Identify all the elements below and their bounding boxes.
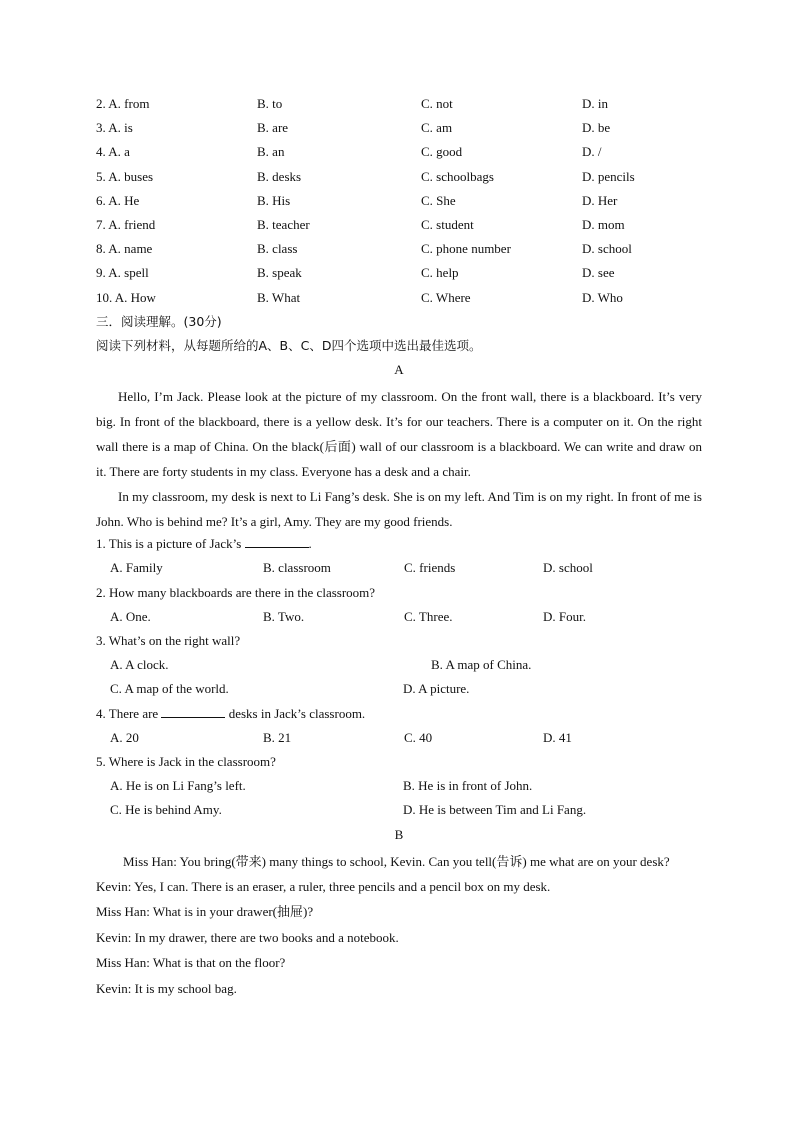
option-c: C. not — [421, 96, 453, 111]
passage-b-dialog — [96, 849, 702, 1002]
option-b: B. an — [257, 144, 285, 160]
option-d: D. school — [582, 241, 632, 257]
answer-option-a: A. He is on Li Fang’s left. — [110, 778, 246, 794]
option-row — [96, 118, 702, 142]
option-d: D. in — [582, 96, 608, 111]
cloze-options — [96, 94, 702, 312]
question-stem: 3. What’s on the right wall? — [96, 633, 241, 648]
passage-a-p1-text: Hello, I’m Jack. Please look at the picture of my classroom. On the front wall, there is a blackboard. It’s very big. In front of the blackboard, there is a yellow desk. It’s for our teachers. There is a computer on it. On the right wall there is a map of China. On the black(后面) wall of our classroom is a blackboard. We can write and draw on it. There are forty students in my class. Everyone has a desk and a chair. — [96, 389, 702, 480]
option-a: 4. A. a — [96, 144, 130, 160]
option-row — [96, 215, 702, 239]
answer-option-a: A. One. — [110, 608, 151, 624]
option-row — [96, 167, 702, 191]
passage-a-label: A — [394, 362, 404, 378]
option-a: 8. A. name — [96, 241, 153, 257]
question-2 — [96, 583, 702, 631]
answer-option-d: D. 41 — [543, 729, 572, 745]
option-d: D. mom — [582, 216, 625, 232]
option-b: B. to — [257, 96, 283, 111]
option-a: 10. A. How — [96, 289, 156, 305]
question-stem: 1. This is a picture of Jack’s . — [96, 536, 312, 552]
answer-option-c: C. He is behind Amy. — [110, 802, 222, 818]
dialog-line: Miss Han: You bring(带来) many things to school, Kevin. Can you tell(告诉) me what are on your desk? — [123, 853, 670, 869]
answer-option-c: C. 40 — [404, 729, 433, 745]
answer-option-c: C. friends — [404, 560, 456, 576]
answer-option-d: D. He is between Tim and Li Fang. — [403, 802, 587, 818]
answer-option-d: D. school — [543, 560, 593, 576]
answer-option-a: A. A clock. — [110, 657, 169, 673]
answer-option-b: B. He is in front of John. — [403, 778, 533, 794]
question-stem: 2. How many blackboards are there in the classroom? — [96, 584, 376, 600]
dialog-line: Kevin: Yes, I can. There is an eraser, a ruler, three pencils and a pencil box on my desk. — [96, 878, 551, 894]
option-b: B. His — [257, 192, 291, 208]
option-a: 7. A. friend — [96, 216, 156, 232]
answer-blank — [245, 535, 309, 548]
answer-option-a: A. Family — [110, 560, 163, 576]
option-b: B. speak — [257, 265, 302, 281]
answer-option-b: B. classroom — [263, 560, 331, 576]
option-b: B. are — [257, 120, 289, 136]
answer-options — [96, 728, 702, 752]
option-row — [96, 288, 702, 312]
answer-options — [96, 655, 702, 679]
answer-options — [96, 800, 702, 824]
answer-option-c: C. Three. — [404, 608, 453, 624]
answer-option-d: D. A picture. — [403, 681, 470, 697]
option-a: 5. A. buses — [96, 168, 154, 184]
option-d: D. Who — [582, 289, 623, 305]
option-c: C. am — [421, 120, 453, 136]
answer-options — [96, 679, 702, 703]
passage-a-p2-text: In my classroom, my desk is next to Li Fang’s desk. She is on my left. And Tim is on my right. In front of me is John. Who is behind me? It’s a girl, Amy. They are my good friends. — [96, 489, 702, 530]
passage-a-paragraph-1 — [96, 384, 702, 484]
option-row — [96, 94, 702, 118]
option-d: D. pencils — [582, 168, 635, 184]
answer-options — [96, 776, 702, 800]
answer-option-b: B. A map of China. — [431, 657, 532, 673]
option-row — [96, 142, 702, 166]
option-a: 3. A. is — [96, 120, 133, 136]
option-b: B. desks — [257, 168, 302, 184]
option-d: D. be — [582, 120, 611, 136]
option-c: C. She — [421, 192, 456, 208]
question-4 — [96, 704, 702, 752]
passage-a-paragraph-2 — [96, 484, 702, 534]
option-c: C. good — [421, 144, 463, 160]
option-d: D. / — [582, 144, 602, 160]
option-a: 2. A. from — [96, 96, 150, 111]
passage-b-label: B — [394, 826, 404, 842]
question-stem: 5. Where is Jack in the classroom? — [96, 753, 276, 769]
answer-options — [96, 607, 702, 631]
answer-option-a: A. 20 — [110, 729, 139, 745]
dialog-line: Miss Han: What is that on the floor? — [96, 955, 286, 971]
section-title: 三．阅读理解。(30分) — [96, 313, 222, 329]
option-c: C. phone number — [421, 241, 511, 257]
answer-option-b: B. 21 — [263, 729, 292, 745]
dialog-line: Miss Han: What is in your drawer(抽屉)? — [96, 904, 314, 920]
question-stem: 4. There are desks in Jack’s classroom. — [96, 705, 366, 721]
option-a: 6. A. He — [96, 192, 140, 208]
answer-blank — [161, 705, 225, 718]
option-c: C. student — [421, 216, 474, 232]
option-row — [96, 191, 702, 215]
question-1 — [96, 534, 702, 582]
option-d: D. see — [582, 265, 615, 281]
option-b: B. What — [257, 289, 301, 305]
worksheet-page — [96, 94, 702, 1001]
section-instruction: 阅读下列材料，从每题所给的A、B、C、D四个选项中选出最佳选项。 — [96, 337, 482, 353]
option-b: B. teacher — [257, 216, 310, 232]
option-row — [96, 239, 702, 263]
dialog-line: Kevin: It is my school bag. — [96, 980, 237, 996]
dialog-line: Kevin: In my drawer, there are two books and a notebook. — [96, 929, 399, 945]
question-3 — [96, 631, 702, 704]
answer-options — [96, 558, 702, 582]
option-b: B. class — [257, 241, 298, 257]
option-c: C. Where — [421, 289, 471, 305]
option-c: C. schoolbags — [421, 168, 494, 184]
option-d: D. Her — [582, 192, 618, 208]
answer-option-c: C. A map of the world. — [110, 681, 229, 697]
option-a: 9. A. spell — [96, 265, 149, 281]
option-c: C. help — [421, 265, 459, 281]
answer-option-d: D. Four. — [543, 608, 586, 624]
answer-option-b: B. Two. — [263, 608, 305, 624]
question-5 — [96, 752, 702, 825]
option-row — [96, 263, 702, 287]
